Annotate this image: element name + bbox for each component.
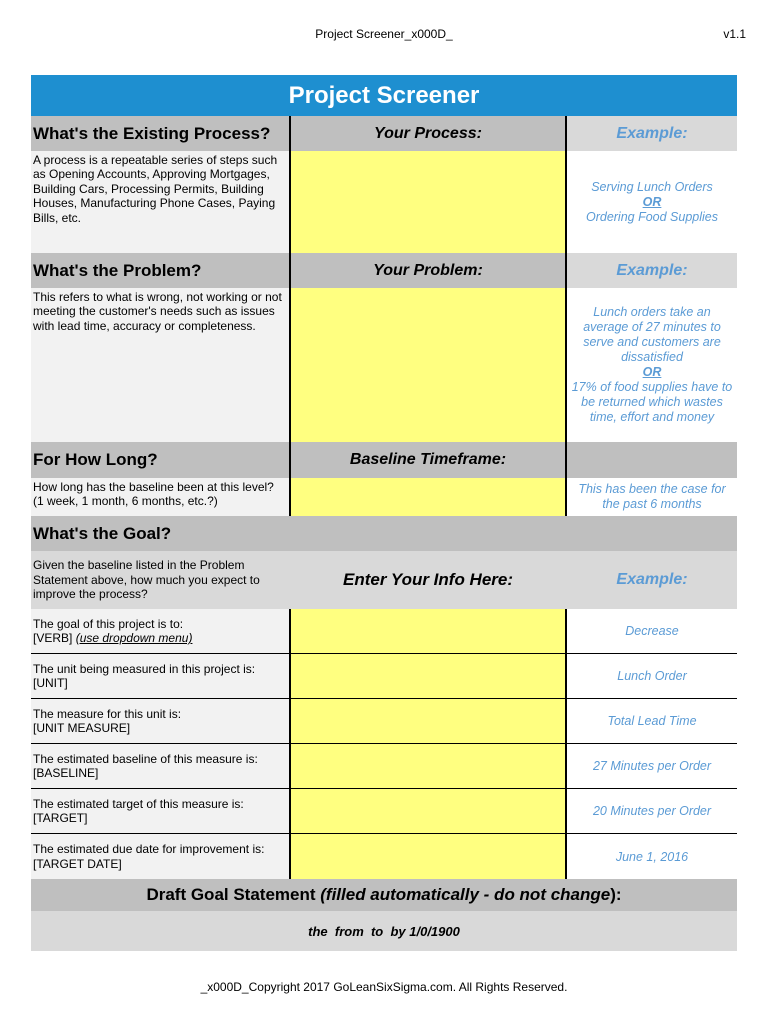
your-process-label: Your Process: xyxy=(289,116,567,151)
goal-measure-tag: [UNIT MEASURE] xyxy=(33,721,131,735)
goal-verb-example: Decrease xyxy=(567,609,737,654)
goal-date-input[interactable] xyxy=(289,834,567,879)
process-input-cell[interactable] xyxy=(289,151,567,253)
process-heading: What's the Existing Process? xyxy=(31,116,289,151)
goal-verb-tag: [VERB] xyxy=(33,631,73,645)
problem-input-cell[interactable] xyxy=(289,288,567,442)
goal-heading: What's the Goal? xyxy=(31,516,289,551)
timeframe-example-label xyxy=(567,442,737,478)
goal-target-label: The estimated target of this measure is: xyxy=(33,796,244,811)
goal-unit-row xyxy=(31,654,737,699)
goal-intro-text: Given the baseline listed in the Problem Statement above, how much you expect to improve the process? xyxy=(31,551,289,609)
goal-section-header xyxy=(31,516,737,551)
draft-heading-c: ): xyxy=(610,885,622,904)
enter-info-label: Enter Your Info Here: xyxy=(289,551,567,609)
goal-intro-row xyxy=(31,551,737,609)
problem-section-header xyxy=(31,253,737,288)
problem-description: This refers to what is wrong, not working or not meeting the customer's needs such as issues with lead time, accuracy or completeness. xyxy=(31,288,289,442)
goal-measure-row xyxy=(31,699,737,744)
goal-target-row xyxy=(31,789,737,834)
timeframe-row xyxy=(31,478,737,516)
sheet-title: Project Screener xyxy=(31,75,737,116)
process-row xyxy=(31,151,737,253)
your-problem-label: Your Problem: xyxy=(289,253,567,288)
goal-baseline-tag: [BASELINE] xyxy=(33,766,99,780)
goal-date-tag: [TARGET DATE] xyxy=(33,856,122,871)
goal-verb-label-cell xyxy=(31,609,289,654)
goal-baseline-input[interactable] xyxy=(289,744,567,789)
goal-target-label-cell xyxy=(31,789,289,834)
problem-example-label: Example: xyxy=(567,253,737,288)
goal-measure-label-cell xyxy=(31,699,289,744)
version-label: v1.1 xyxy=(723,27,746,41)
goal-baseline-row xyxy=(31,744,737,789)
process-example-1: Serving Lunch Orders xyxy=(591,179,713,194)
goal-measure-input[interactable] xyxy=(289,699,567,744)
timeframe-description: How long has the baseline been at this level? (1 week, 1 month, 6 months, etc.?) xyxy=(31,478,289,516)
dropdown-note: (use dropdown menu) xyxy=(75,631,193,645)
timeframe-input-cell[interactable] xyxy=(289,478,567,516)
process-section-header xyxy=(31,116,737,151)
draft-goal-heading xyxy=(31,879,737,911)
goal-measure-example: Total Lead Time xyxy=(567,699,737,744)
problem-example-2: 17% of food supplies have to be returned which wastes time, effort and money xyxy=(571,380,733,424)
goal-verb-label: The goal of this project is to: xyxy=(33,616,184,631)
copyright-footer: _x000D_Copyright 2017 GoLeanSixSigma.com. All Rights Reserved. xyxy=(200,980,568,994)
draft-goal-statement: the from to by 1/0/1900 xyxy=(31,911,737,951)
process-example xyxy=(567,151,737,253)
goal-date-label-cell xyxy=(31,834,289,879)
goal-target-tag: [TARGET] xyxy=(33,811,88,825)
process-example-label: Example: xyxy=(567,116,737,151)
goal-date-label: The estimated due date for improvement is: xyxy=(33,842,265,857)
draft-heading-a: Draft Goal Statement xyxy=(146,885,321,904)
project-screener-sheet xyxy=(31,75,737,951)
goal-date-row xyxy=(31,834,737,879)
page-header-title: Project Screener_x000D_ xyxy=(315,27,453,41)
goal-target-input[interactable] xyxy=(289,789,567,834)
problem-example-or: OR xyxy=(642,365,662,379)
timeframe-example: This has been the case for the past 6 months xyxy=(567,478,737,516)
timeframe-heading: For How Long? xyxy=(31,442,289,478)
goal-example-label: Example: xyxy=(567,551,737,609)
goal-verb-dropdown[interactable] xyxy=(289,609,567,654)
problem-example xyxy=(567,288,737,442)
goal-unit-tag: [UNIT] xyxy=(33,676,68,690)
goal-date-example: June 1, 2016 xyxy=(567,834,737,879)
goal-baseline-example: 27 Minutes per Order xyxy=(567,744,737,789)
goal-baseline-label-cell xyxy=(31,744,289,789)
goal-measure-label: The measure for this unit is: xyxy=(33,706,182,721)
timeframe-section-header xyxy=(31,442,737,478)
draft-heading-b: (filled automatically - do not change xyxy=(320,885,611,904)
goal-unit-label-cell xyxy=(31,654,289,699)
problem-row xyxy=(31,288,737,442)
goal-target-example: 20 Minutes per Order xyxy=(567,789,737,834)
goal-header-blank xyxy=(289,516,567,551)
process-example-2: Ordering Food Supplies xyxy=(585,209,719,224)
goal-header-blank-2 xyxy=(567,516,737,551)
goal-unit-label: The unit being measured in this project is: xyxy=(33,661,256,676)
goal-verb-row xyxy=(31,609,737,654)
goal-unit-example: Lunch Order xyxy=(567,654,737,699)
process-example-or: OR xyxy=(642,194,662,209)
goal-unit-input[interactable] xyxy=(289,654,567,699)
baseline-timeframe-label: Baseline Timeframe: xyxy=(289,442,567,478)
problem-heading: What's the Problem? xyxy=(31,253,289,288)
goal-baseline-label: The estimated baseline of this measure is: xyxy=(33,751,258,766)
process-description: A process is a repeatable series of steps such as Opening Accounts, Approving Mortgages, Building Cars, Processing Permits, Building Houses, Manufacturing Phone Cases, Paying Bills, etc. xyxy=(31,151,289,253)
problem-example-1: Lunch orders take an average of 27 minutes to serve and customers are dissatisfied xyxy=(583,305,721,364)
